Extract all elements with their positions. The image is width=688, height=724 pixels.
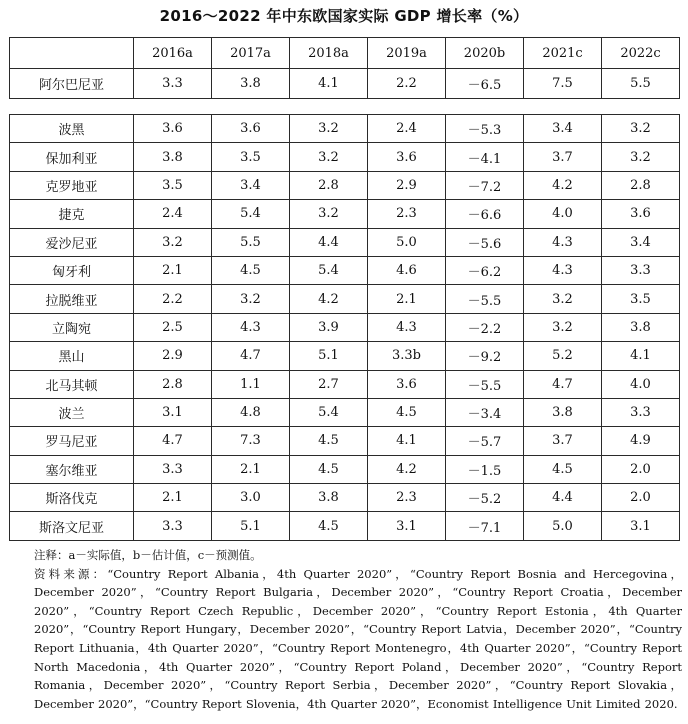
growth-value-cell: 3.6 bbox=[602, 200, 680, 228]
table-header-row bbox=[10, 38, 680, 69]
growth-value-cell: 7.3 bbox=[212, 427, 290, 455]
growth-value-cell: 5.2 bbox=[524, 342, 602, 370]
growth-value-cell: 3.9 bbox=[290, 313, 368, 341]
column-header-2: 2017a bbox=[212, 38, 290, 69]
growth-value-cell: 5.0 bbox=[524, 512, 602, 540]
table-row bbox=[10, 398, 680, 426]
growth-value-cell: 3.5 bbox=[602, 285, 680, 313]
column-header-3: 2018a bbox=[290, 38, 368, 69]
growth-value-cell: 3.8 bbox=[524, 398, 602, 426]
growth-value-cell: 2.3 bbox=[368, 200, 446, 228]
country-name-cell: 克罗地亚 bbox=[10, 171, 134, 199]
table-row bbox=[10, 200, 680, 228]
table-row bbox=[10, 313, 680, 341]
growth-value-cell: －5.3 bbox=[446, 115, 524, 143]
growth-value-cell: 3.5 bbox=[134, 171, 212, 199]
growth-value-cell: 5.0 bbox=[368, 228, 446, 256]
growth-value-cell: 4.7 bbox=[212, 342, 290, 370]
growth-value-cell: 4.2 bbox=[368, 455, 446, 483]
growth-value-cell: －6.6 bbox=[446, 200, 524, 228]
table-row bbox=[10, 143, 680, 171]
growth-value-cell: 4.3 bbox=[212, 313, 290, 341]
growth-value-cell: 4.0 bbox=[602, 370, 680, 398]
growth-value-cell: －5.5 bbox=[446, 285, 524, 313]
growth-value-cell: 3.4 bbox=[524, 115, 602, 143]
country-name-cell: 捷克 bbox=[10, 200, 134, 228]
growth-value-cell: 4.9 bbox=[602, 427, 680, 455]
header-corner-cell bbox=[10, 38, 134, 69]
table-row bbox=[10, 370, 680, 398]
growth-value-cell: 3.8 bbox=[212, 69, 290, 99]
growth-value-cell: －6.2 bbox=[446, 256, 524, 284]
footnote-legend: 注释：a－实际值，b－估计值，c－预测值。 bbox=[34, 548, 262, 562]
column-header-6: 2021c bbox=[524, 38, 602, 69]
growth-value-cell: 2.5 bbox=[134, 313, 212, 341]
growth-value-cell: 7.5 bbox=[524, 69, 602, 99]
country-name-cell: 塞尔维亚 bbox=[10, 455, 134, 483]
growth-value-cell: 3.2 bbox=[290, 200, 368, 228]
growth-value-cell: 2.9 bbox=[368, 171, 446, 199]
growth-value-cell: 2.9 bbox=[134, 342, 212, 370]
growth-value-cell: 2.8 bbox=[134, 370, 212, 398]
growth-value-cell: 3.3 bbox=[134, 512, 212, 540]
growth-value-cell: 3.1 bbox=[368, 512, 446, 540]
growth-value-cell: 2.3 bbox=[368, 484, 446, 512]
column-header-7: 2022c bbox=[602, 38, 680, 69]
table-row bbox=[10, 484, 680, 512]
growth-value-cell: 3.8 bbox=[602, 313, 680, 341]
table-row bbox=[10, 455, 680, 483]
growth-value-cell: 4.3 bbox=[524, 256, 602, 284]
column-header-4: 2019a bbox=[368, 38, 446, 69]
growth-value-cell: 2.0 bbox=[602, 455, 680, 483]
growth-value-cell: 3.1 bbox=[134, 398, 212, 426]
table-row bbox=[10, 285, 680, 313]
growth-value-cell: －5.7 bbox=[446, 427, 524, 455]
growth-value-cell: 5.4 bbox=[290, 398, 368, 426]
growth-value-cell: 2.7 bbox=[290, 370, 368, 398]
table-row bbox=[10, 342, 680, 370]
table-row bbox=[10, 427, 680, 455]
table-row bbox=[10, 228, 680, 256]
growth-value-cell: 3.6 bbox=[212, 115, 290, 143]
country-name-cell: 立陶宛 bbox=[10, 313, 134, 341]
growth-value-cell: －2.2 bbox=[446, 313, 524, 341]
growth-value-cell: －4.1 bbox=[446, 143, 524, 171]
table-title: 2016～2022 年中东欧国家实际 GDP 增长率（%） bbox=[159, 7, 529, 25]
growth-value-cell: －9.2 bbox=[446, 342, 524, 370]
country-name-cell: 斯洛文尼亚 bbox=[10, 512, 134, 540]
growth-value-cell: －5.5 bbox=[446, 370, 524, 398]
growth-value-cell: 5.4 bbox=[212, 200, 290, 228]
growth-value-cell: 3.1 bbox=[602, 512, 680, 540]
growth-value-cell: 3.2 bbox=[524, 285, 602, 313]
growth-value-cell: 5.5 bbox=[602, 69, 680, 99]
country-name-cell: 黑山 bbox=[10, 342, 134, 370]
growth-value-cell: 3.4 bbox=[212, 171, 290, 199]
growth-value-cell: 4.7 bbox=[134, 427, 212, 455]
growth-value-cell: 3.2 bbox=[134, 228, 212, 256]
growth-value-cell: 4.2 bbox=[290, 285, 368, 313]
growth-value-cell: 2.4 bbox=[134, 200, 212, 228]
growth-value-cell: 4.1 bbox=[602, 342, 680, 370]
country-name-cell: 保加利亚 bbox=[10, 143, 134, 171]
growth-value-cell: 5.5 bbox=[212, 228, 290, 256]
country-name-cell: 阿尔巴尼亚 bbox=[10, 69, 134, 99]
growth-value-cell: 4.5 bbox=[368, 398, 446, 426]
growth-value-cell: 3.3b bbox=[368, 342, 446, 370]
country-name-cell: 波兰 bbox=[10, 398, 134, 426]
growth-value-cell: 4.4 bbox=[524, 484, 602, 512]
growth-value-cell: 3.2 bbox=[524, 313, 602, 341]
growth-value-cell: 2.4 bbox=[368, 115, 446, 143]
growth-value-cell: 4.3 bbox=[524, 228, 602, 256]
growth-value-cell: 3.3 bbox=[602, 256, 680, 284]
growth-value-cell: 3.2 bbox=[212, 285, 290, 313]
growth-value-cell: 3.7 bbox=[524, 143, 602, 171]
table-row bbox=[10, 115, 680, 143]
growth-value-cell: 2.1 bbox=[212, 455, 290, 483]
growth-value-cell: 2.2 bbox=[368, 69, 446, 99]
growth-value-cell: 4.7 bbox=[524, 370, 602, 398]
growth-value-cell: 2.8 bbox=[290, 171, 368, 199]
growth-value-cell: －5.2 bbox=[446, 484, 524, 512]
growth-value-cell: 3.7 bbox=[524, 427, 602, 455]
growth-value-cell: 4.5 bbox=[212, 256, 290, 284]
data-source-note: 资料来源：“Country Report Albania，4th Quarter 2020”，“Country Report Bosnia and Hercegovina，December 2020”，“Country Report Bulgaria，December 2020”，“Country Report Croatia，December 2020”，“Country Report Czech Republic，December 2020”，“Country Report Estonia，4th Quarter 2020”，“Country Report Hungary，December 2020”，“Country Report Latvia，December 2020”，“Country Report Lithuania，4th Quarter 2020”，“Country Report Montenegro，4th Quarter 2020”，“Country Report North Macedonia，4th Quarter 2020”，“Country Report Poland，December 2020”，“Country Report Romania，December 2020”，“Country Report Serbia，December 2020”，“Country Report Slovakia，December 2020”，“Country Report Slovenia，4th Quarter 2020”，Economist Intelligence Unit Limited 2020. bbox=[34, 566, 682, 711]
table-row bbox=[10, 171, 680, 199]
table-row bbox=[10, 69, 680, 99]
growth-value-cell: 3.3 bbox=[134, 69, 212, 99]
growth-value-cell: －5.6 bbox=[446, 228, 524, 256]
country-name-cell: 拉脱维亚 bbox=[10, 285, 134, 313]
country-name-cell: 罗马尼亚 bbox=[10, 427, 134, 455]
growth-value-cell: －1.5 bbox=[446, 455, 524, 483]
table-row bbox=[10, 256, 680, 284]
country-name-cell: 北马其顿 bbox=[10, 370, 134, 398]
growth-value-cell: 4.6 bbox=[368, 256, 446, 284]
growth-value-cell: 3.8 bbox=[290, 484, 368, 512]
growth-value-cell: 4.3 bbox=[368, 313, 446, 341]
gdp-table-main-section bbox=[9, 114, 680, 541]
growth-value-cell: 1.1 bbox=[212, 370, 290, 398]
growth-value-cell: 4.8 bbox=[212, 398, 290, 426]
growth-value-cell: 3.8 bbox=[134, 143, 212, 171]
column-header-5: 2020b bbox=[446, 38, 524, 69]
growth-value-cell: 4.4 bbox=[290, 228, 368, 256]
growth-value-cell: 3.3 bbox=[602, 398, 680, 426]
growth-value-cell: 5.1 bbox=[212, 512, 290, 540]
column-header-1: 2016a bbox=[134, 38, 212, 69]
growth-value-cell: 5.1 bbox=[290, 342, 368, 370]
growth-value-cell: 3.6 bbox=[368, 370, 446, 398]
growth-value-cell: 4.1 bbox=[290, 69, 368, 99]
table-notes bbox=[10, 546, 682, 713]
growth-value-cell: 4.1 bbox=[368, 427, 446, 455]
growth-value-cell: 5.4 bbox=[290, 256, 368, 284]
growth-value-cell: －3.4 bbox=[446, 398, 524, 426]
country-name-cell: 斯洛伐克 bbox=[10, 484, 134, 512]
growth-value-cell: 3.2 bbox=[602, 143, 680, 171]
growth-value-cell: 3.6 bbox=[368, 143, 446, 171]
growth-value-cell: 3.5 bbox=[212, 143, 290, 171]
gdp-table-header-section bbox=[9, 37, 680, 99]
growth-value-cell: 2.2 bbox=[134, 285, 212, 313]
growth-value-cell: 4.0 bbox=[524, 200, 602, 228]
country-name-cell: 匈牙利 bbox=[10, 256, 134, 284]
growth-value-cell: －6.5 bbox=[446, 69, 524, 99]
growth-value-cell: 4.5 bbox=[290, 455, 368, 483]
growth-value-cell: 3.2 bbox=[290, 115, 368, 143]
growth-value-cell: 4.5 bbox=[290, 427, 368, 455]
growth-value-cell: 2.1 bbox=[134, 256, 212, 284]
growth-value-cell: 3.6 bbox=[134, 115, 212, 143]
growth-value-cell: 3.3 bbox=[134, 455, 212, 483]
growth-value-cell: 2.0 bbox=[602, 484, 680, 512]
growth-value-cell: 2.1 bbox=[134, 484, 212, 512]
table-row bbox=[10, 512, 680, 540]
growth-value-cell: 2.1 bbox=[368, 285, 446, 313]
growth-value-cell: －7.2 bbox=[446, 171, 524, 199]
growth-value-cell: 2.8 bbox=[602, 171, 680, 199]
growth-value-cell: 3.4 bbox=[602, 228, 680, 256]
growth-value-cell: 4.2 bbox=[524, 171, 602, 199]
growth-value-cell: 4.5 bbox=[290, 512, 368, 540]
growth-value-cell: 3.2 bbox=[290, 143, 368, 171]
growth-value-cell: 4.5 bbox=[524, 455, 602, 483]
growth-value-cell: 3.0 bbox=[212, 484, 290, 512]
growth-value-cell: －7.1 bbox=[446, 512, 524, 540]
growth-value-cell: 3.2 bbox=[602, 115, 680, 143]
country-name-cell: 波黑 bbox=[10, 115, 134, 143]
country-name-cell: 爱沙尼亚 bbox=[10, 228, 134, 256]
